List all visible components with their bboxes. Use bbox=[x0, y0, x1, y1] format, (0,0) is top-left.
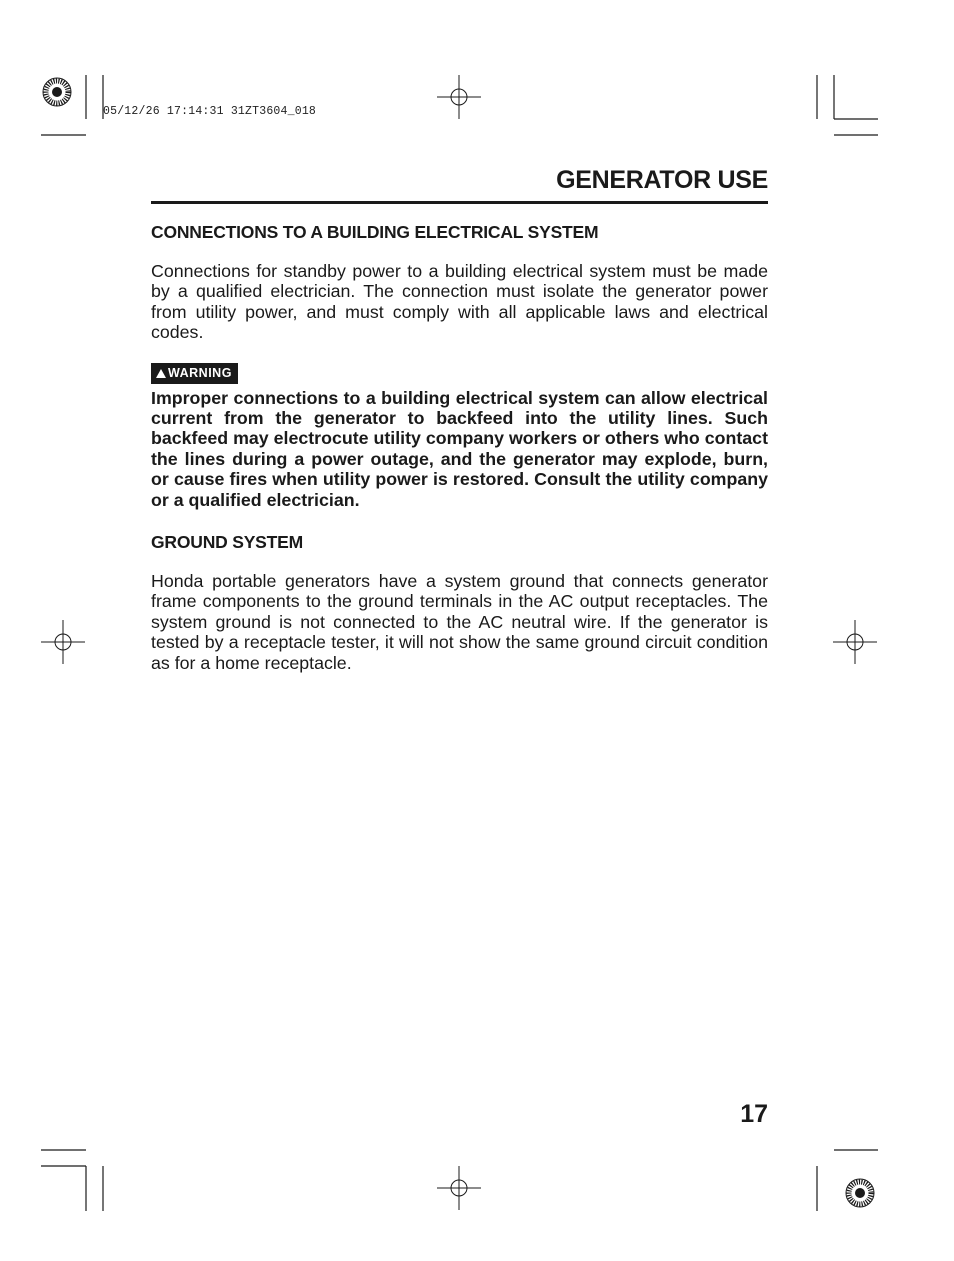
section-body-ground: Honda portable generators have a system ground that connects generator frame components to the ground terminals in the AC output receptacles. The system ground is not connected to the AC neutral wire. If the generator is tested by a receptacle tester, it will not show the same ground circuit condition as for a home receptacle. bbox=[151, 571, 768, 673]
section-body-connections: Connections for standby power to a building electrical system must be made by a qualified electrician. The connection must isolate the generator power from utility power, and must comply with all applicable laws and electrical codes. bbox=[151, 261, 768, 343]
page-content bbox=[151, 220, 768, 673]
section-heading-ground: GROUND SYSTEM bbox=[151, 532, 303, 553]
warning-block bbox=[151, 363, 768, 510]
warning-badge bbox=[151, 363, 238, 384]
warning-triangle-icon bbox=[156, 369, 166, 378]
print-stamp: 05/12/26 17:14:31 31ZT3604_018 bbox=[103, 105, 317, 118]
section-heading-connections: CONNECTIONS TO A BUILDING ELECTRICAL SYSTEM bbox=[151, 222, 599, 242]
page-number: 17 bbox=[740, 1100, 768, 1128]
page-title: GENERATOR USE bbox=[556, 166, 768, 194]
page-header bbox=[151, 164, 768, 204]
warning-label: WARNING bbox=[168, 365, 232, 380]
warning-text: Improper connections to a building electrical system can allow electrical current from the generator to backfeed into the utility lines. Such backfeed may electrocute utility company workers or others who contact the lines during a power outage, and the generator may explode, burn, or cause fires when utility power is restored. Consult the utility company or a qualified electrician. bbox=[151, 387, 768, 510]
